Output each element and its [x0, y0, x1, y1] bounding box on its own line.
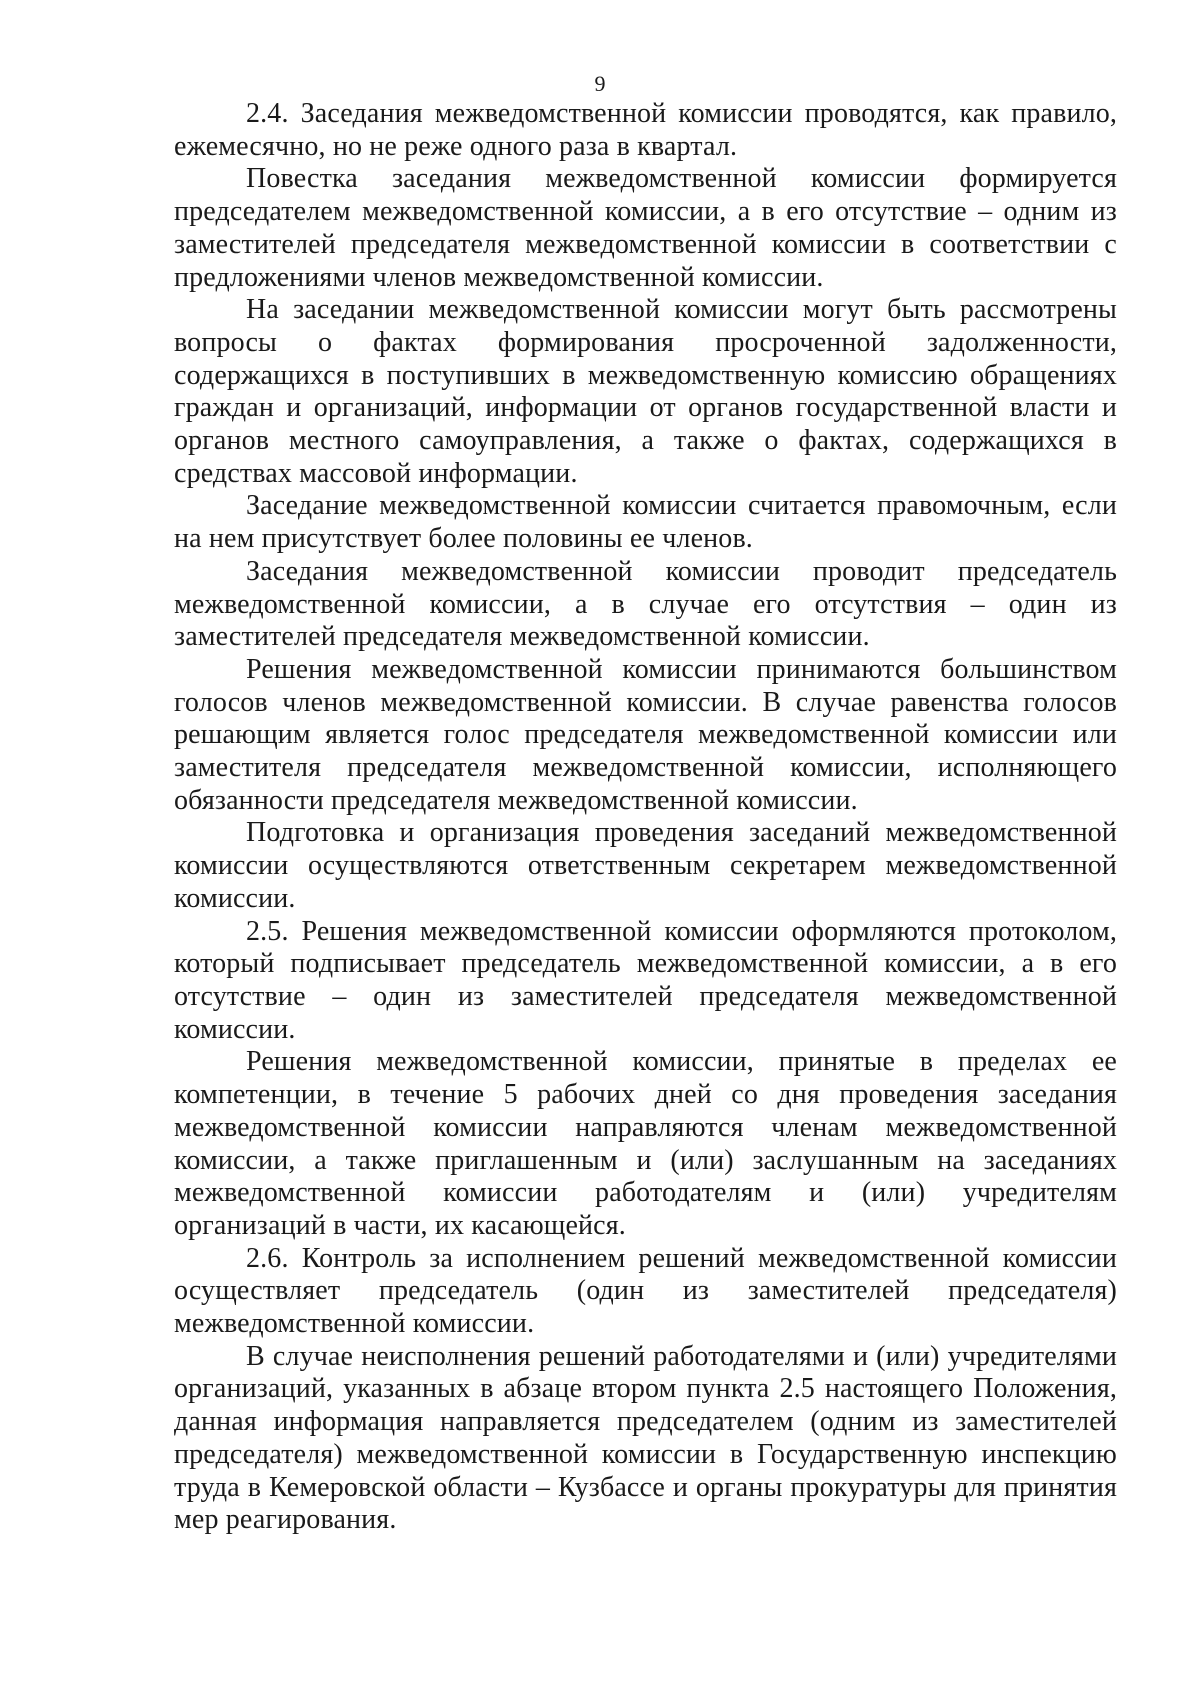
- paragraph-non-compliance: В случае неисполнения решений работодателями и (или) учредителями организаций, указанных в абзаце втором пункта 2.5 настоящего Положения, данная информация направляется председателем (одним из заместителей председателя) межведомственной комиссии в Государственную инспекцию труда в Кемеровской области – Кузбассе и органы прокуратуры для принятия мер реагирования.: [174, 1340, 1117, 1536]
- paragraph-preparation: Подготовка и организация проведения заседаний межведомственной комиссии осуществляются ответственным секретарем межведомственной комиссии.: [174, 817, 1117, 914]
- paragraph-meeting-topics: На заседании межведомственной комиссии могут быть рассмотрены вопросы о фактах формирования просроченной задолженности, содержащихся в поступивших в межведомственную комиссию обращениях граждан и организаций, информации от органов государственной власти и органов местного самоуправления, а также о фактах, содержащихся в средствах массовой информации.: [174, 294, 1117, 489]
- paragraph-decisions-distribution: Решения межведомственной комиссии, принятые в пределах ее компетенции, в течение 5 рабочих дней со дня проведения заседания межведомственной комиссии направляются членам межведомственной комиссии, а также приглашенным и (или) заслушанным на заседаниях межведомственной комиссии работодателям и (или) учредителям организаций в части, их касающейся.: [174, 1046, 1117, 1241]
- page-number: 9: [594, 71, 606, 96]
- document-body: [174, 98, 1117, 1537]
- paragraph-quorum: Заседание межведомственной комиссии считается правомочным, если на нем присутствует более половины ее членов.: [174, 490, 1117, 555]
- paragraph-agenda: Повестка заседания межведомственной комиссии формируется председателем межведомственной комиссии, а в его отсутствие – одним из заместителей председателя межведомственной комиссии в соответствии с предложениями членов межведомственной комиссии.: [174, 163, 1117, 293]
- paragraph-2-4: 2.4. Заседания межведомственной комиссии проводятся, как правило, ежемесячно, но не реже одного раза в квартал.: [174, 98, 1117, 162]
- paragraph-voting: Решения межведомственной комиссии принимаются большинством голосов членов межведомственной комиссии. В случае равенства голосов решающим является голос председателя межведомственной комиссии или заместителя председателя межведомственной комиссии, исполняющего обязанности председателя межведомственной комиссии.: [174, 653, 1117, 816]
- paragraph-chairing: Заседания межведомственной комиссии проводит председатель межведомственной комиссии, а в случае его отсутствия – один из заместителей председателя межведомственной комиссии.: [174, 555, 1117, 653]
- paragraph-2-6: 2.6. Контроль за исполнением решений межведомственной комиссии осуществляет председатель (один из заместителей председателя) межведомственной комиссии.: [174, 1242, 1117, 1340]
- paragraph-2-5: 2.5. Решения межведомственной комиссии оформляются протоколом, который подписывает председатель межведомственной комиссии, а в его отсутствие – один из заместителей председателя межведомственной комиссии.: [174, 915, 1117, 1045]
